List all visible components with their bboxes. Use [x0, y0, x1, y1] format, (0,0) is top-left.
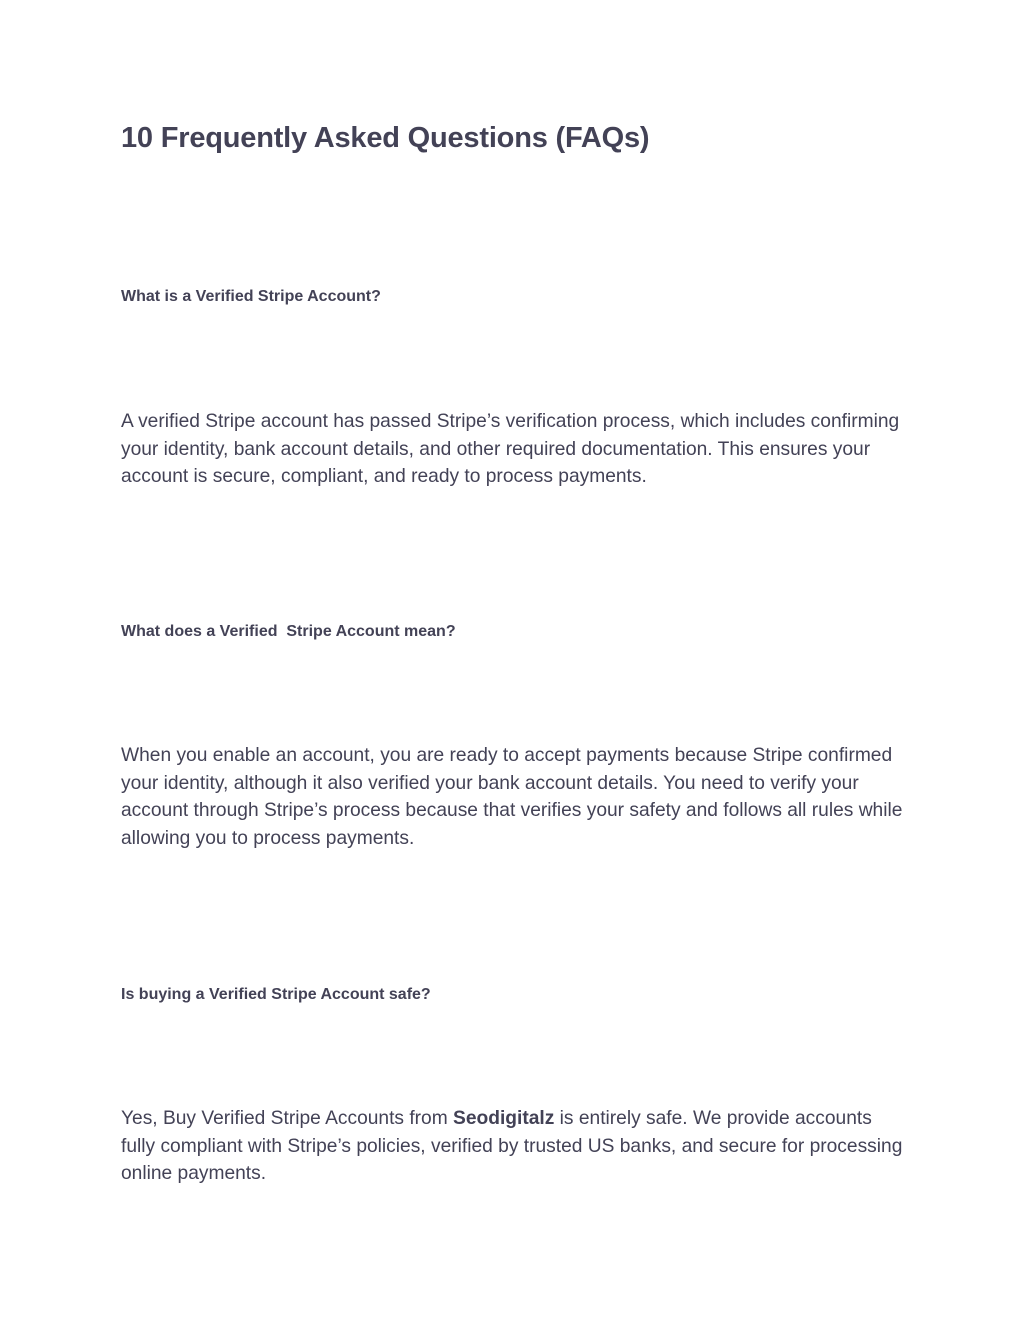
- faq-question-3: Is buying a Verified Stripe Account safe?: [121, 986, 431, 1003]
- page-title: 10 Frequently Asked Questions (FAQs): [121, 122, 650, 154]
- faq-answer-3-intro: Yes, Buy Verified Stripe Accounts from: [121, 1108, 454, 1129]
- brand-name: Seodigitalz: [453, 1108, 555, 1129]
- faq-question-2: What does a Verified Stripe Account mean?: [121, 623, 456, 640]
- faq-answer-3-rest: is entirely safe. We provide accounts fully compliant with Stripe’s policies, verified by trusted US banks, and secure for processing online payments.: [121, 1108, 903, 1185]
- faq-answer-2: When you enable an account, you are ready to accept payments because Stripe confirmed your identity, although it also verified your bank account details. You need to verify your account through Stripe’s process because that verifies your safety and follows all rules while allowing you to process payments.: [121, 745, 903, 850]
- faq-question-1: What is a Verified Stripe Account?: [121, 288, 381, 305]
- faq-answer-3: [121, 1105, 911, 1188]
- faq-answer-1: A verified Stripe account has passed Stripe’s verification process, which includes confirming your identity, bank account details, and other required documentation. This ensures your account is secure, compliant, and ready to process payments.: [121, 411, 900, 488]
